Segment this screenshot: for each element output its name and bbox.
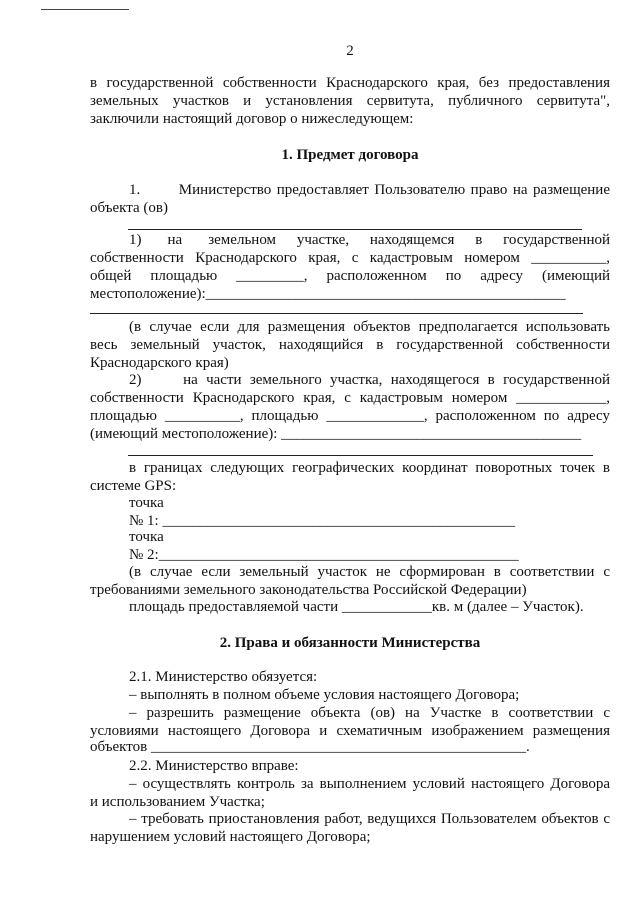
item-2-line-3: площадью __________, площадью _____________, расположенном по адресу [90,408,610,424]
clause-2-2: 2.2. Министерство вправе: [129,758,299,774]
header-rule [41,9,129,10]
clause-1-line-2: объекта (ов) [90,200,168,216]
clause-2-2-a-line-1: – осуществлять контроль за выполнением условий настоящего Договора [129,776,610,792]
point-number-1: № 1: _______________________________________________ [129,513,515,529]
item-2-line-2: собственности Краснодарского края, с кадастровым номером ____________, [90,390,610,406]
gps-line-2: системе GPS: [90,478,177,494]
item-1-line-2: собственности Краснодарского края, с кадастровым номером __________, [90,250,610,266]
item-2-line-4: (имеющий местоположение): ________________________________________ [90,426,582,442]
intro-line-2: земельных участков и установления сервитута, публичного сервитута", [90,93,610,109]
blank-location-line-1 [90,313,583,314]
clause-2-1: 2.1. Министерство обязуется: [129,669,318,685]
clause-2-2-a-line-2: и использованием Участка; [90,794,265,810]
point-label-1: точка [129,495,164,511]
clause-2-1-b-line-1: – разрешить размещение объекта (ов) на Участке в соответствии с [129,705,610,721]
point-label-2: точка [129,529,164,545]
note-2-line-2: требованиями земельного законодательства Российской Федерации) [90,582,527,598]
area-line: площадь предоставляемой части ____________кв. м (далее – Участок). [129,599,584,615]
clause-2-1-a: – выполнять в полном объеме условия настоящего Договора; [129,687,520,703]
section-1-title: 1. Предмет договора [281,147,419,163]
item-1-line-3: общей площадью _________, расположенном по адресу (имеющий [90,268,610,284]
item-1-line-1: 1) на земельном участке, находящемся в государственной [129,232,610,248]
clause-2-2-b-line-1: – требовать приостановления работ, ведущихся Пользователем объектов с [129,811,610,827]
clause-2-1-b-line-2: условиями настоящего Договора и схематичным изображением размещения [90,723,610,739]
note-1-line-1: (в случае если для размещения объектов предполагается использовать [129,319,610,335]
intro-line-1: в государственной собственности Краснодарского края, без предоставления [90,75,610,91]
clause-1-line-1: 1. Министерство предоставляет Пользователю право на размещение [129,182,610,198]
gps-line-1: в границах следующих географических координат поворотных точек в [129,460,610,476]
blank-location-line-2 [128,455,593,456]
blank-object-line [128,229,582,230]
page-number: 2 [346,43,354,59]
note-2-line-1: (в случае если земельный участок не сформирован в соответствии с [129,564,610,580]
clause-2-2-b-line-2: нарушением условий настоящего Договора; [90,829,371,845]
intro-line-3: заключили настоящий договор о нижеследующем: [90,111,414,127]
note-1-line-3: Краснодарского края) [90,355,229,371]
item-1-line-4: местоположение):________________________________________________ [90,286,566,302]
item-2-line-1: 2) на части земельного участка, находящегося в государственной [129,372,610,388]
section-2-title: 2. Права и обязанности Министерства [219,635,481,651]
clause-2-1-b-line-3: объектов __________________________________________________. [90,739,530,755]
point-number-2: № 2:________________________________________________ [129,547,519,563]
note-1-line-2: весь земельный участок, находящийся в государственной собственности [90,337,610,353]
